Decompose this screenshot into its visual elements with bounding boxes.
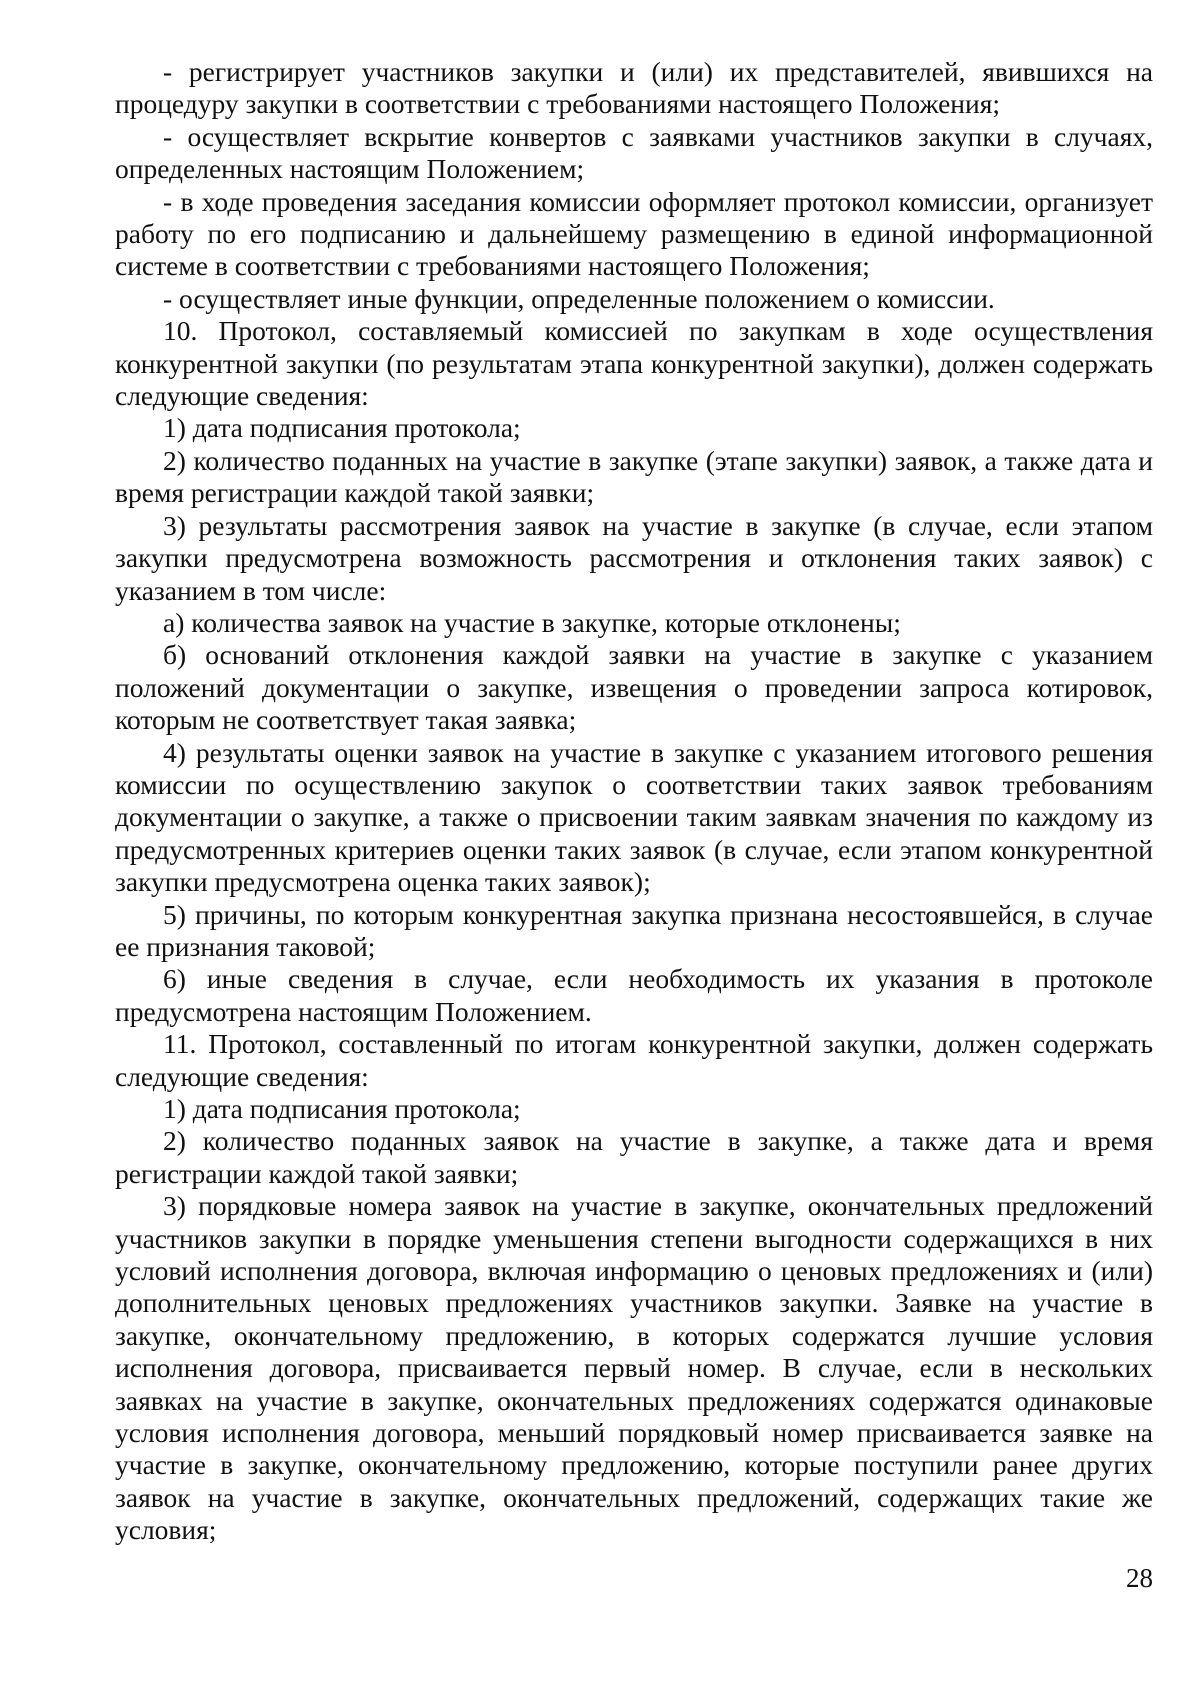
paragraph-registers-participants: - регистрирует участников закупки и (или) их представителей, явившихся на процедуру закупки в соответствии с требованиями настоящего Положения; (115, 56, 1153, 120)
paragraph-10-5: 5) причины, по которым конкурентная закупка признана несостоявшейся, в случае ее признания таковой; (115, 898, 1153, 962)
paragraph-10-6: 6) иные сведения в случае, если необходимость их указания в протоколе предусмотрена настоящим Положением. (115, 963, 1153, 1027)
page-number: 28 (1126, 1563, 1153, 1593)
paragraph-draws-up-protocol: - в ходе проведения заседания комиссии оформляет протокол комиссии, организует работу по его подписанию и дальнейшему размещению в единой информационной системе в соответствии с требованиями настоящего Положения; (115, 185, 1153, 282)
paragraph-10-3-b: б) оснований отклонения каждой заявки на участие в закупке с указанием положений документации о закупке, извещения о проведении запроса котировок, которым не соответствует такая заявка; (115, 639, 1153, 736)
paragraph-11-2: 2) количество поданных заявок на участие в закупке, а также дата и время регистрации каждой такой заявки; (115, 1125, 1153, 1189)
paragraph-10-2: 2) количество поданных на участие в закупке (этапе закупки) заявок, а также дата и время регистрации каждой такой заявки; (115, 444, 1153, 509)
document-body (115, 56, 1153, 1547)
paragraph-10-3-a: а) количества заявок на участие в закупке, которые отклонены; (163, 606, 901, 638)
paragraph-other-functions: - осуществляет иные функции, определенные положением о комиссии. (163, 282, 995, 314)
paragraph-item-10: 10. Протокол, составляемый комиссией по закупкам в ходе осуществления конкурентной закупки (по результатам этапа конкурентной закупки), должен содержать следующие сведения: (115, 315, 1153, 412)
paragraph-item-11: 11. Протокол, составленный по итогам конкурентной закупки, должен содержать следующие сведения: (115, 1028, 1153, 1092)
paragraph-10-3: 3) результаты рассмотрения заявок на участие в закупке (в случае, если этапом закупки предусмотрена возможность рассмотрения и отклонения таких заявок) с указанием в том числе: (115, 509, 1153, 606)
paragraph-10-4: 4) результаты оценки заявок на участие в закупке с указанием итогового решения комиссии по осуществлению закупок о соответствии таких заявок требованиям документации о закупке, а также о присвоении таким заявкам значения по каждому из предусмотренных критериев оценки таких заявок (в случае, если этапом конкурентной закупки предусмотрена оценка таких заявок); (115, 736, 1153, 898)
paragraph-11-1: 1) дата подписания протокола; (163, 1093, 521, 1124)
paragraph-11-3: 3) порядковые номера заявок на участие в закупке, окончательных предложений участников закупки в порядке уменьшения степени выгодности содержащихся в них условий исполнения договора, включая информацию о ценовых предложениях и (или) дополнительных ценовых предложениях участников закупки. Заявке на участие в закупке, окончательному предложению, в которых содержатся лучшие условия исполнения договора, присваивается первый номер. В случае, если в нескольких заявках на участие в закупке, окончательных предложениях содержатся одинаковые условия исполнения договора, меньший порядковый номер присваивается заявке на участие в закупке, окончательному предложению, которые поступили ранее других заявок на участие в закупке, окончательных предложений, содержащих такие же условия; (115, 1190, 1153, 1546)
paragraph-10-1: 1) дата подписания протокола; (163, 412, 521, 444)
paragraph-opens-envelopes: - осуществляет вскрытие конвертов с заявками участников закупки в случаях, определенных настоящим Положением; (115, 120, 1153, 185)
